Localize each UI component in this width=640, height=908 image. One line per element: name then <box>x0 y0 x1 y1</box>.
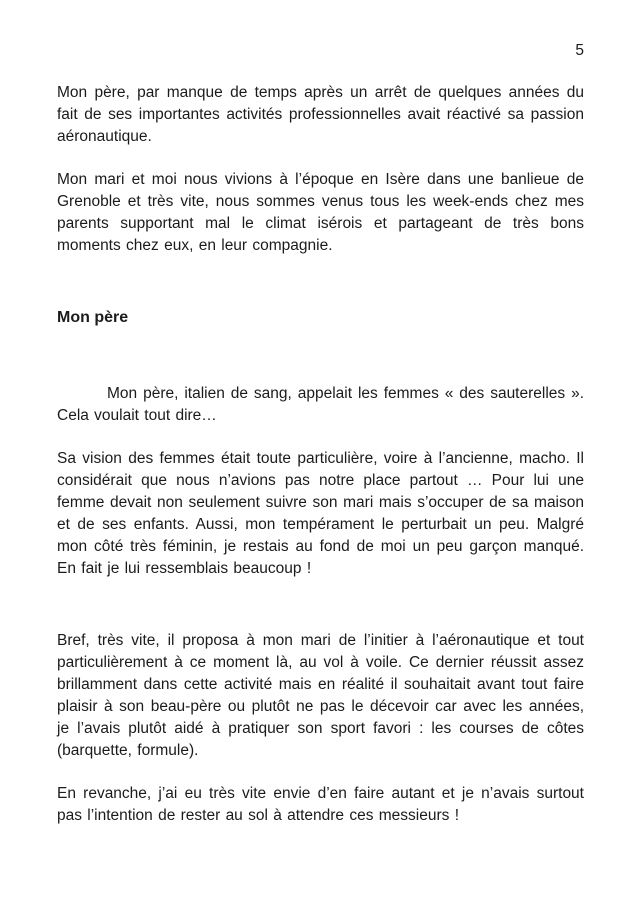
page-number: 5 <box>575 42 584 59</box>
paragraph-1: Mon père, par manque de temps après un arrêt de quelques années du fait de ses importantes activités professionnelles avait réactivé sa passion aéronautique. <box>57 84 584 145</box>
paragraph-5: Bref, très vite, il proposa à mon mari de l’initier à l’aéronautique et tout particulièrement à ce moment là, au vol à voile. Ce dernier réussit assez brillamment dans cette activité mais en réalité il souhaitait avant tout faire plaisir à son beau-père ou plutôt ne pas le décevoir car avec les années, je l’avais plutôt aidé à pratiquer son sport favori : les courses de côtes (barquette, formule). <box>57 632 584 759</box>
paragraph-3: Mon père, italien de sang, appelait les femmes « des sauterelles ». Cela voulait tout dire… <box>57 385 584 424</box>
paragraph-6: En revanche, j’ai eu très vite envie d’en faire autant et je n’avais surtout pas l’intention de rester au sol à attendre ces messieurs ! <box>57 785 584 824</box>
section-heading: Mon père <box>57 309 129 326</box>
paragraph-4: Sa vision des femmes était toute particulière, voire à l’ancienne, macho. Il considérait que nous n’avions pas notre place partout … Pour lui une femme devait non seulement suivre son mari mais s’occuper de sa maison et de ses enfants. Aussi, mon tempérament le perturbait un peu. Malgré mon côté très féminin, je restais au fond de moi un peu garçon manqué. En fait je lui ressemblais beaucoup ! <box>57 450 584 577</box>
paragraph-2: Mon mari et moi nous vivions à l’époque en Isère dans une banlieue de Grenoble et très vite, nous sommes venus tous les week-ends chez mes parents supportant mal le climat isérois et partageant de très bons moments chez eux, en leur compagnie. <box>57 171 584 254</box>
